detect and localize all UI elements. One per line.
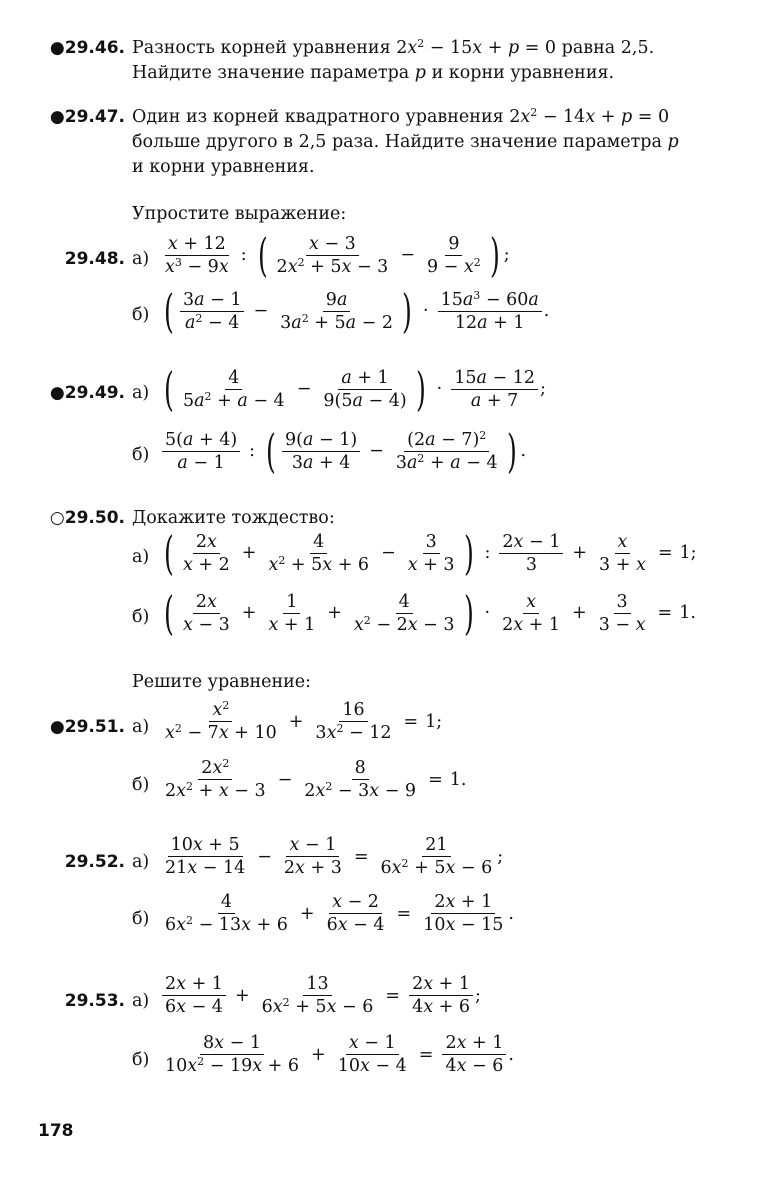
expression: x + 12 $x^3 - 9x$ : ( x − 3 $2x^2 + 5x - 3$ − $\frac{9}{9 - x^2}$ ) ; — [165, 228, 510, 282]
part-label: б) — [132, 607, 150, 627]
problem-number: 29.52. — [64, 852, 125, 872]
problem-text: Один из корней квадратного уравнения $2x^2 - 14x + p = 0$ больше другого в 2,5 раза. Найдите значение параметра p и корни уравнения. — [132, 106, 679, 177]
problem-number: 29.53. — [64, 991, 125, 1011]
part-label: б) — [132, 909, 150, 929]
problem-number: ●29.51. — [49, 717, 125, 737]
expression: 4 $6x^2 - 13x + 6$ + $\frac{x - 2}{6x - 4}$ = $\frac{2x + 1}{10x - 15}$ . — [165, 892, 514, 935]
expression: 8x − 1 $10x^2 - 19x + 6$ + $\frac{x - 1}{10x - 4}$ = $\frac{2x + 1}{4x - 6}$ . — [165, 1033, 514, 1076]
section-heading: Решите уравнение: — [132, 672, 312, 692]
part-label: б) — [132, 775, 150, 795]
problem-text: Разность корней уравнения $2x^2 - 15x + p = 0$ равна 2,5. Найдите значение параметра p и корни уравнения. — [132, 37, 655, 83]
problem-number: ●29.49. — [49, 383, 125, 403]
expression: $2x^2$ $2x^2 + x - 3$ − $\frac{8}{2x^2 - 3x - 9}$ = 1. — [165, 757, 467, 801]
expression: ( 4 $5a^2 + a - 4$ − $\frac{a + 1}{9(5a - 4)}$ ) · 15a − 12 a + 7 ; — [164, 362, 546, 416]
expression: $x^2$ $x^2 - 7x + 10$ + $\frac{16}{3x^2 - 12}$ = 1; — [165, 699, 443, 743]
part-label: а) — [132, 717, 150, 737]
expression: 5(a + 4) a − 1 : ( 9(a − 1) 3a + 4 − $\frac{(2a - 7)^2}{3a^2 + a - 4}$ ) . — [160, 428, 526, 474]
part-label: б) — [132, 305, 150, 325]
page-number: 178 — [38, 1121, 74, 1141]
part-label: а) — [132, 852, 150, 872]
problem-number: 29.48. — [64, 249, 125, 269]
part-label: б) — [132, 1050, 150, 1070]
problem-number: ○29.50. — [49, 508, 125, 528]
expression: 10x + 5 21x − 14 − $\frac{x - 1}{2x + 3}$ = $\frac{21}{6x^2 + 5x - 6}$ ; — [165, 835, 504, 878]
part-label: а) — [132, 547, 150, 567]
expression: 2x + 1 6x − 4 + $\frac{13}{6x^2 + 5x - 6}$ = $\frac{2x + 1}{4x + 6}$ ; — [160, 974, 481, 1017]
problem-heading: Докажите тождество: — [132, 508, 335, 528]
expression: ( 2x x − 3 + $\frac{1}{x + 1}$ + $\frac{4}{x^2 - 2x - 3}$ ) · x 2x + 1 + $\frac{3}{3 - x}$ = 1. — [164, 586, 696, 640]
expression: ( 2x x + 2 + $\frac{4}{x^2 + 5x + 6}$ − $\frac{3}{x + 3}$ ) : 2x − 1 3 + $\frac{x}{3 + x}$ = 1; — [164, 526, 697, 580]
equation: $2x^2 - 15x + p = 0$ — [396, 37, 557, 58]
expression: ( 3a − 1 $a^2 - 4$ − $\frac{9a}{3a^2 + 5a - 2}$ ) · $15a^3 - 60a$ 12a + 1 . — [164, 284, 550, 338]
part-label: б) — [132, 445, 150, 465]
problem-number: ●29.46. — [49, 38, 125, 58]
part-label: а) — [132, 249, 150, 269]
problem-number: ●29.47. — [49, 107, 125, 127]
section-heading: Упростите выражение: — [132, 204, 347, 224]
equation: $2x^2 - 14x + p = 0$ — [509, 106, 670, 127]
part-label: а) — [132, 991, 150, 1011]
part-label: а) — [132, 383, 150, 403]
